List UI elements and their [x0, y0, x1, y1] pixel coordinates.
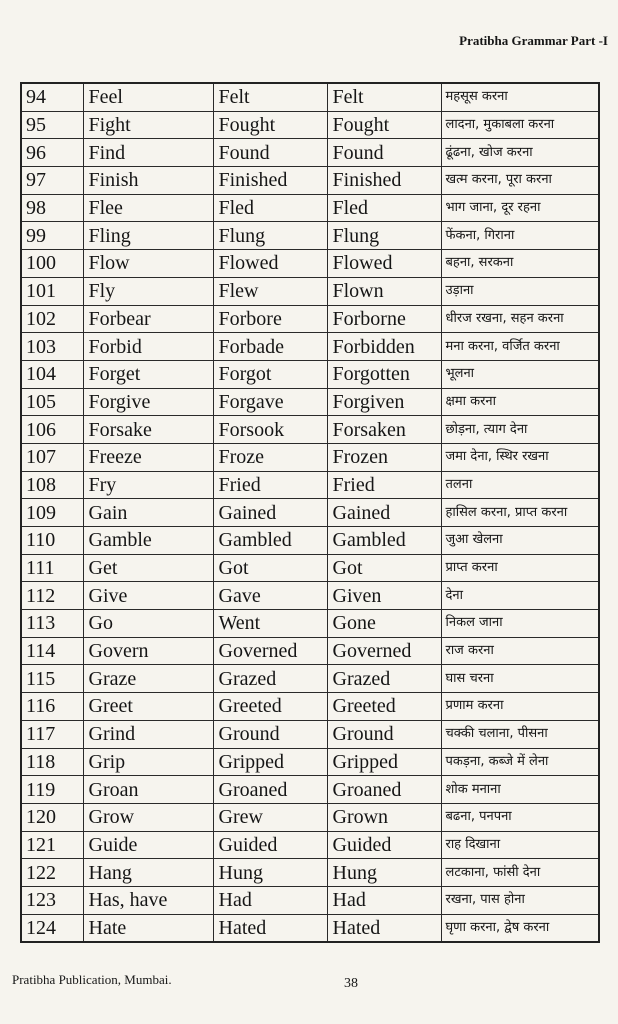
verb-past-form: Guided: [213, 831, 327, 859]
row-number: 100: [21, 250, 83, 278]
table-row: [21, 776, 599, 804]
hindi-meaning: चक्की चलाना, पीसना: [441, 720, 599, 748]
row-number: 120: [21, 803, 83, 831]
table-row: [21, 748, 599, 776]
verb-base-form: Guide: [83, 831, 213, 859]
verb-past-form: Forgot: [213, 360, 327, 388]
verb-forms-table-body: [21, 83, 599, 942]
verb-past-participle: Governed: [327, 637, 441, 665]
verb-base-form: Graze: [83, 665, 213, 693]
hindi-meaning: प्राप्त करना: [441, 554, 599, 582]
hindi-meaning: राह दिखाना: [441, 831, 599, 859]
hindi-meaning: शोक मनाना: [441, 776, 599, 804]
hindi-meaning: ढूंढना, खोज करना: [441, 139, 599, 167]
row-number: 105: [21, 388, 83, 416]
verb-past-participle: Gripped: [327, 748, 441, 776]
table-row: [21, 610, 599, 638]
verb-past-form: Gave: [213, 582, 327, 610]
row-number: 107: [21, 443, 83, 471]
table-row: [21, 803, 599, 831]
table-row: [21, 554, 599, 582]
verb-base-form: Forbear: [83, 305, 213, 333]
table-row: [21, 637, 599, 665]
verb-past-form: Grazed: [213, 665, 327, 693]
table-row: [21, 333, 599, 361]
row-number: 99: [21, 222, 83, 250]
verb-base-form: Fly: [83, 277, 213, 305]
table-row: [21, 83, 599, 111]
verb-past-participle: Given: [327, 582, 441, 610]
verb-base-form: Freeze: [83, 443, 213, 471]
row-number: 104: [21, 360, 83, 388]
table-row: [21, 111, 599, 139]
verb-base-form: Grip: [83, 748, 213, 776]
verb-past-participle: Found: [327, 139, 441, 167]
hindi-meaning: भाग जाना, दूर रहना: [441, 194, 599, 222]
verb-past-form: Hated: [213, 914, 327, 942]
hindi-meaning: घास चरना: [441, 665, 599, 693]
verb-past-participle: Guided: [327, 831, 441, 859]
row-number: 109: [21, 499, 83, 527]
row-number: 95: [21, 111, 83, 139]
verb-past-participle: Grazed: [327, 665, 441, 693]
table-row: [21, 914, 599, 942]
verb-past-participle: Forborne: [327, 305, 441, 333]
verb-base-form: Feel: [83, 83, 213, 111]
verb-past-form: Flung: [213, 222, 327, 250]
verb-base-form: Has, have: [83, 886, 213, 914]
verb-past-participle: Forgiven: [327, 388, 441, 416]
verb-base-form: Go: [83, 610, 213, 638]
row-number: 97: [21, 167, 83, 195]
verb-past-form: Forbade: [213, 333, 327, 361]
verb-past-form: Gambled: [213, 527, 327, 555]
table-row: [21, 831, 599, 859]
verb-base-form: Grind: [83, 720, 213, 748]
verb-base-form: Forbid: [83, 333, 213, 361]
verb-past-participle: Felt: [327, 83, 441, 111]
row-number: 108: [21, 471, 83, 499]
verb-base-form: Hang: [83, 859, 213, 887]
table-row: [21, 139, 599, 167]
verb-past-participle: Frozen: [327, 443, 441, 471]
hindi-meaning: जुआ खेलना: [441, 527, 599, 555]
verb-past-form: Governed: [213, 637, 327, 665]
table-row: [21, 305, 599, 333]
verb-past-participle: Had: [327, 886, 441, 914]
table-row: [21, 167, 599, 195]
table-row: [21, 665, 599, 693]
verb-base-form: Forget: [83, 360, 213, 388]
verb-past-participle: Finished: [327, 167, 441, 195]
table-row: [21, 222, 599, 250]
table-row: [21, 194, 599, 222]
verb-forms-table-container: [20, 82, 598, 943]
row-number: 124: [21, 914, 83, 942]
hindi-meaning: पकड़ना, कब्जे में लेना: [441, 748, 599, 776]
verb-past-participle: Forgotten: [327, 360, 441, 388]
verb-base-form: Hate: [83, 914, 213, 942]
verb-base-form: Fight: [83, 111, 213, 139]
hindi-meaning: उड़ाना: [441, 277, 599, 305]
row-number: 113: [21, 610, 83, 638]
verb-past-participle: Gambled: [327, 527, 441, 555]
table-row: [21, 416, 599, 444]
verb-past-participle: Greeted: [327, 693, 441, 721]
table-row: [21, 693, 599, 721]
table-row: [21, 360, 599, 388]
row-number: 122: [21, 859, 83, 887]
row-number: 110: [21, 527, 83, 555]
row-number: 96: [21, 139, 83, 167]
row-number: 106: [21, 416, 83, 444]
verb-past-form: Had: [213, 886, 327, 914]
verb-base-form: Fry: [83, 471, 213, 499]
verb-base-form: Gain: [83, 499, 213, 527]
table-row: [21, 388, 599, 416]
verb-base-form: Forgive: [83, 388, 213, 416]
verb-past-form: Froze: [213, 443, 327, 471]
verb-past-participle: Hated: [327, 914, 441, 942]
verb-past-participle: Flowed: [327, 250, 441, 278]
hindi-meaning: राज करना: [441, 637, 599, 665]
verb-past-participle: Ground: [327, 720, 441, 748]
row-number: 117: [21, 720, 83, 748]
verb-past-form: Groaned: [213, 776, 327, 804]
verb-forms-table: [20, 82, 600, 943]
table-row: [21, 277, 599, 305]
hindi-meaning: तलना: [441, 471, 599, 499]
row-number: 114: [21, 637, 83, 665]
row-number: 121: [21, 831, 83, 859]
verb-base-form: Groan: [83, 776, 213, 804]
verb-past-participle: Flown: [327, 277, 441, 305]
verb-past-form: Flowed: [213, 250, 327, 278]
verb-past-form: Got: [213, 554, 327, 582]
verb-past-form: Ground: [213, 720, 327, 748]
verb-past-form: Found: [213, 139, 327, 167]
row-number: 98: [21, 194, 83, 222]
page-number: 38: [344, 976, 358, 991]
hindi-meaning: लादना, मुकाबला करना: [441, 111, 599, 139]
hindi-meaning: क्षमा करना: [441, 388, 599, 416]
verb-past-form: Flew: [213, 277, 327, 305]
verb-past-participle: Hung: [327, 859, 441, 887]
hindi-meaning: रखना, पास होना: [441, 886, 599, 914]
verb-past-form: Greeted: [213, 693, 327, 721]
table-row: [21, 471, 599, 499]
verb-past-participle: Gone: [327, 610, 441, 638]
table-row: [21, 250, 599, 278]
verb-past-participle: Groaned: [327, 776, 441, 804]
verb-base-form: Forsake: [83, 416, 213, 444]
publisher-footer: Pratibha Publication, Mumbai.: [12, 972, 172, 987]
verb-base-form: Govern: [83, 637, 213, 665]
verb-past-form: Fought: [213, 111, 327, 139]
hindi-meaning: घृणा करना, द्वेष करना: [441, 914, 599, 942]
verb-base-form: Get: [83, 554, 213, 582]
verb-past-participle: Flung: [327, 222, 441, 250]
row-number: 111: [21, 554, 83, 582]
hindi-meaning: धीरज रखना, सहन करना: [441, 305, 599, 333]
verb-past-participle: Fled: [327, 194, 441, 222]
verb-past-form: Forgave: [213, 388, 327, 416]
hindi-meaning: लटकाना, फांसी देना: [441, 859, 599, 887]
verb-past-participle: Grown: [327, 803, 441, 831]
verb-base-form: Flow: [83, 250, 213, 278]
row-number: 123: [21, 886, 83, 914]
table-row: [21, 582, 599, 610]
verb-past-form: Finished: [213, 167, 327, 195]
hindi-meaning: निकल जाना: [441, 610, 599, 638]
table-row: [21, 443, 599, 471]
hindi-meaning: देना: [441, 582, 599, 610]
row-number: 112: [21, 582, 83, 610]
verb-base-form: Find: [83, 139, 213, 167]
hindi-meaning: जमा देना, स्थिर रखना: [441, 443, 599, 471]
hindi-meaning: मना करना, वर्जित करना: [441, 333, 599, 361]
row-number: 119: [21, 776, 83, 804]
table-row: [21, 859, 599, 887]
row-number: 102: [21, 305, 83, 333]
verb-past-form: Hung: [213, 859, 327, 887]
table-row: [21, 499, 599, 527]
verb-base-form: Fling: [83, 222, 213, 250]
row-number: 103: [21, 333, 83, 361]
hindi-meaning: बढना, पनपना: [441, 803, 599, 831]
page-header-title: Pratibha Grammar Part -I: [459, 33, 608, 48]
verb-past-form: Felt: [213, 83, 327, 111]
verb-past-participle: Forsaken: [327, 416, 441, 444]
verb-past-form: Gripped: [213, 748, 327, 776]
verb-past-form: Grew: [213, 803, 327, 831]
hindi-meaning: छोड़ना, त्याग देना: [441, 416, 599, 444]
verb-base-form: Finish: [83, 167, 213, 195]
row-number: 116: [21, 693, 83, 721]
verb-past-form: Forbore: [213, 305, 327, 333]
table-row: [21, 720, 599, 748]
verb-past-participle: Got: [327, 554, 441, 582]
hindi-meaning: महसूस करना: [441, 83, 599, 111]
verb-past-participle: Fried: [327, 471, 441, 499]
verb-base-form: Give: [83, 582, 213, 610]
verb-past-form: Fled: [213, 194, 327, 222]
table-row: [21, 527, 599, 555]
row-number: 115: [21, 665, 83, 693]
row-number: 118: [21, 748, 83, 776]
verb-base-form: Grow: [83, 803, 213, 831]
hindi-meaning: बहना, सरकना: [441, 250, 599, 278]
hindi-meaning: खत्म करना, पूरा करना: [441, 167, 599, 195]
hindi-meaning: भूलना: [441, 360, 599, 388]
verb-base-form: Flee: [83, 194, 213, 222]
hindi-meaning: फेंकना, गिराना: [441, 222, 599, 250]
verb-past-participle: Fought: [327, 111, 441, 139]
hindi-meaning: हासिल करना, प्राप्त करना: [441, 499, 599, 527]
verb-past-participle: Forbidden: [327, 333, 441, 361]
verb-base-form: Gamble: [83, 527, 213, 555]
verb-past-form: Fried: [213, 471, 327, 499]
row-number: 94: [21, 83, 83, 111]
row-number: 101: [21, 277, 83, 305]
verb-past-form: Forsook: [213, 416, 327, 444]
verb-past-form: Gained: [213, 499, 327, 527]
verb-past-form: Went: [213, 610, 327, 638]
table-row: [21, 886, 599, 914]
verb-base-form: Greet: [83, 693, 213, 721]
hindi-meaning: प्रणाम करना: [441, 693, 599, 721]
verb-past-participle: Gained: [327, 499, 441, 527]
